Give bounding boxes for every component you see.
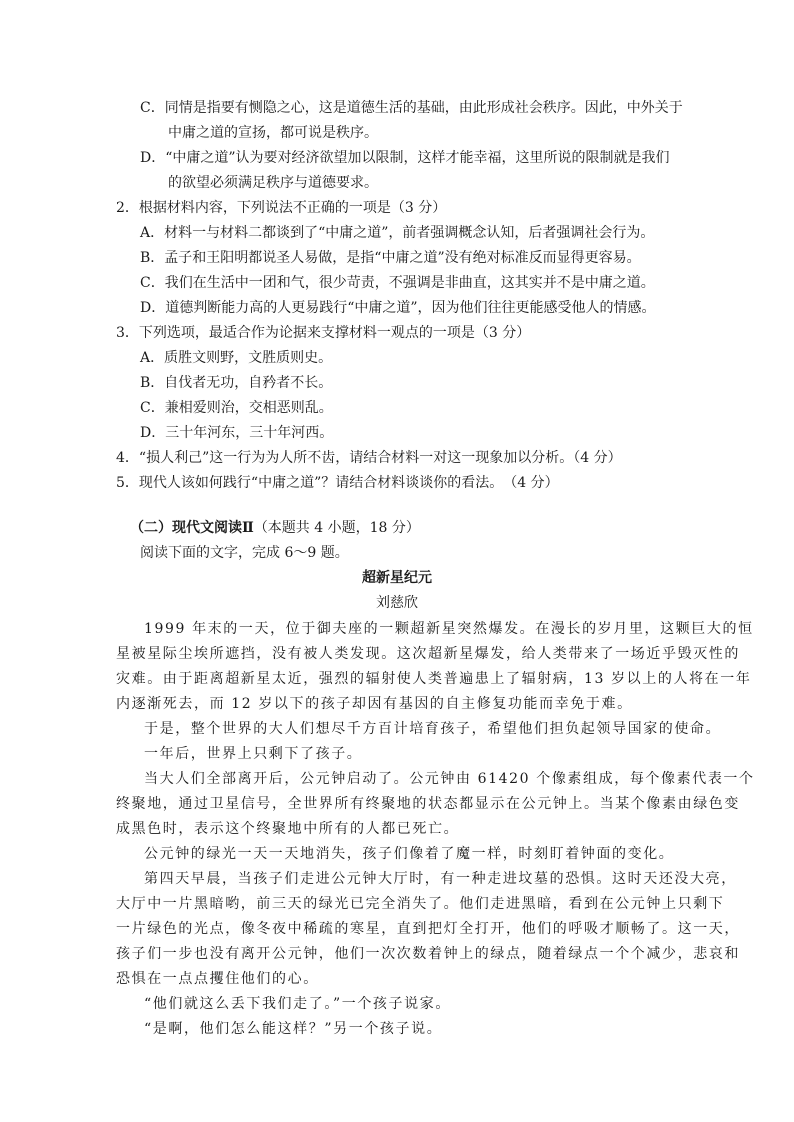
story-line-14: 孩子们一步也没有离开公元钟，他们一次次数着钟上的绿点，随着绿点一个个减少，悲哀和	[116, 946, 740, 962]
story-line-9: 成黑色时，表示这个终聚地中所有的人都已死亡。	[116, 821, 460, 837]
story-title: 超新星纪元	[362, 570, 432, 586]
q3-option-d: D．三十年河东，三十年河西。	[140, 425, 334, 441]
story-line-2: 星被星际尘埃所遮挡，没有被人类发现。这次超新星爆发，给人类带来了一场近乎毁灭性的	[116, 646, 740, 662]
story-line-10: 公元钟的绿光一天一天地消失，孩子们像着了魔一样，时刻盯着钟面的变化。	[144, 846, 675, 862]
story-line-7: 当大人们全部离开后，公元钟启动了。公元钟由 61420 个像素组成，每个像素代表一个	[144, 771, 755, 787]
q3-option-a: A．质胜文则野，文胜质则史。	[140, 350, 333, 366]
question-2: 2．根据材料内容，下列说法不正确的一项是（3 分）	[116, 200, 447, 216]
q2-option-d: D．道德判断能力高的人更易践行“中庸之道”，因为他们往往更能感受他人的情感。	[140, 300, 656, 316]
story-line-12: 大厅中一片黑暗哟，前三天的绿光已完全消失了。他们走进黑暗，看到在公元钟上只剩下	[116, 896, 725, 912]
q3-option-b: B．自伐者无功，自矜者不长。	[140, 375, 333, 391]
story-line-11: 第四天早晨，当孩子们走进公元钟大厅时，有一种走进坟墓的恐惧。这时天还没大亮，	[144, 871, 737, 887]
question-3: 3．下列选项，最适合作为论据来支撑材料一观点的一项是（3 分）	[116, 325, 531, 341]
section-2-heading-bold: （二）现代文阅读Ⅱ	[130, 520, 254, 536]
option-c-line-2: 中庸之道的宣扬，都可说是秩序。	[168, 125, 378, 141]
story-line-16: “他们就这么丢下我们走了。”一个孩子说家。	[144, 996, 451, 1012]
q3-option-c: C．兼相爱则治，交相恶则乱。	[140, 400, 333, 416]
q2-option-a: A．材料一与材料二都谈到了“中庸之道”，前者强调概念认知，后者强调社会行为。	[140, 225, 655, 241]
story-line-8: 终聚地，通过卫星信号，全世界所有终聚地的状态都显示在公元钟上。当某个像素由绿色变	[116, 796, 740, 812]
story-line-17: “是啊，他们怎么能这样？”另一个孩子说。	[144, 1021, 443, 1037]
option-c-line-1: C．同情是指要有恻隐之心，这是道德生活的基础，由此形成社会秩序。因此，中外关于	[140, 100, 683, 116]
story-line-6: 一年后，世界上只剩下了孩子。	[144, 746, 363, 762]
section-2-instruction: 阅读下面的文字，完成 6～9 题。	[140, 545, 349, 561]
q2-option-c: C．我们在生活中一团和气，很少苛责，不强调是非曲直，这其实并不是中庸之道。	[140, 275, 655, 291]
option-d-line-1: D．“中庸之道”认为要对经济欲望加以限制，这样才能幸福，这里所说的限制就是我们	[140, 150, 670, 166]
question-5: 5．现代人该如何践行“中庸之道”？请结合材料谈谈你的看法。 （4 分）	[116, 475, 559, 491]
story-line-13: 一片绿色的光点，像冬夜中稀疏的寒星，直到把灯全打开，他们的呼吸才顺畅了。这一天，	[116, 921, 740, 937]
story-line-4: 内逐渐死去，而 12 岁以下的孩子却因有基因的自主修复功能而幸免于难。	[116, 696, 633, 712]
section-2-heading-rest: （本题共 4 小题，18 分）	[253, 520, 420, 536]
question-4: 4．“损人利己”这一行为为人所不齿，请结合材料一对这一现象加以分析。（4 分）	[116, 450, 622, 466]
story-line-5: 于是，整个世界的大人们想尽千方百计培育孩子，希望他们担负起领导国家的使命。	[144, 721, 722, 737]
section-2-heading	[130, 518, 420, 538]
story-line-1: 1999 年末的一天，位于御夫座的一颗超新星突然爆发。在漫长的岁月里，这颗巨大的恒	[144, 621, 754, 637]
story-author: 刘慈欣	[376, 595, 418, 611]
story-line-3: 灾难。由于距离超新星太近，强烈的辐射使人类普遍患上了辐射病，13 岁以上的人将在一年	[116, 671, 752, 687]
story-line-15: 恐惧在一点点攫住他们的心。	[116, 971, 319, 987]
option-d-line-2: 的欲望必须满足秩序与道德要求。	[168, 175, 378, 191]
q2-option-b: B．孟子和王阳明都说圣人易做，是指“中庸之道”没有绝对标准反而显得更容易。	[140, 250, 641, 266]
